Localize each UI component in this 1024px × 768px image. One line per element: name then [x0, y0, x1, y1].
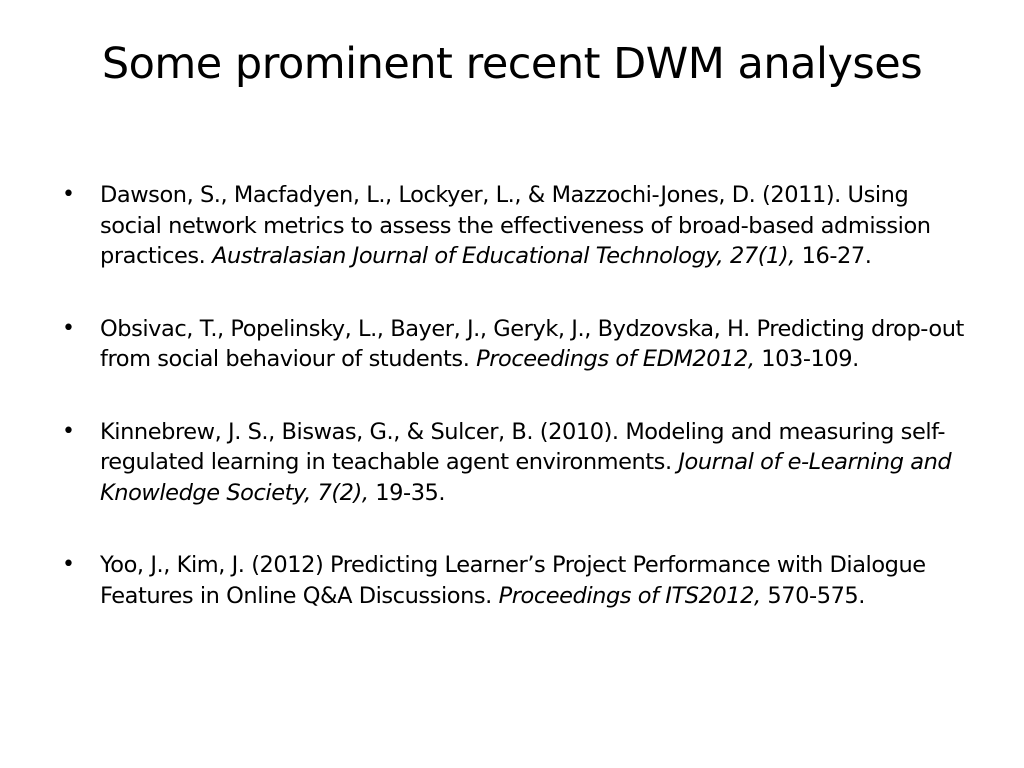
- reference-item: [62, 550, 967, 611]
- reference-list: [62, 180, 967, 653]
- reference-pages: 103-109.: [754, 346, 859, 372]
- slide-title: Some prominent recent DWM analyses: [101, 39, 923, 89]
- reference-venue: Australasian Journal of Educational Technology, 27(1),: [212, 243, 795, 269]
- reference-pages: 570-575.: [760, 582, 865, 609]
- reference-pages: 16-27.: [794, 243, 872, 269]
- reference-item: [62, 314, 967, 375]
- reference-text: Obsivac, T., Popelinsky, L., Bayer, J., Geryk, J., Bydzovska, H. Predicting drop-out from social behaviour of students.: [100, 315, 964, 372]
- bullet-icon: •: [62, 552, 75, 577]
- reference-text: Yoo, J., Kim, J. (2012) Predicting Learner’s Project Performance with Dialogue Features in Online Q&A Discussions.: [100, 552, 926, 609]
- reference-pages: 19-35.: [368, 479, 446, 506]
- bullet-icon: •: [62, 418, 75, 444]
- reference-venue: Journal of e-Learning and Knowledge Society, 7(2),: [100, 449, 952, 506]
- reference-text: Kinnebrew, J. S., Biswas, G., & Sulcer, B. (2010). Modeling and measuring self-regulated learning in teachable agent environments.: [100, 418, 946, 475]
- reference-text: Dawson, S., Macfadyen, L., Lockyer, L., & Mazzochi-Jones, D. (2011). Using social network metrics to assess the effectiveness of broad-based admission practices.: [100, 182, 931, 269]
- reference-item: [62, 417, 967, 509]
- reference-item: [62, 180, 967, 272]
- bullet-icon: •: [62, 182, 75, 207]
- bullet-icon: •: [62, 315, 75, 341]
- reference-venue: Proceedings of EDM2012,: [476, 346, 755, 372]
- reference-venue: Proceedings of ITS2012,: [498, 582, 761, 609]
